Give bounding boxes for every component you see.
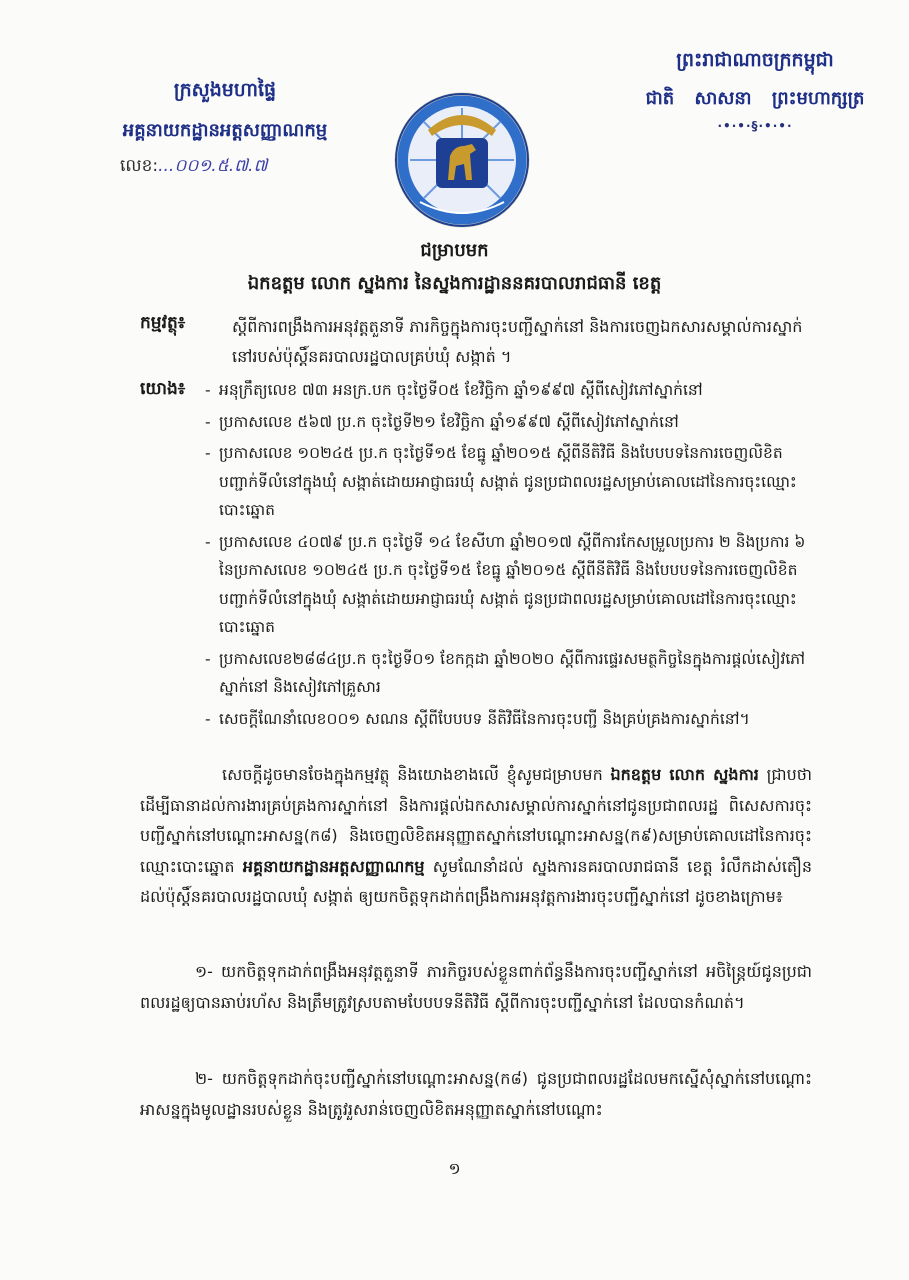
body-paragraph-item-1: ១- យកចិត្តទុកដាក់ពង្រឹងអនុវត្តតួនាទី ភារកិច្ចរបស់ខ្លួនពាក់ព័ន្ធនឹងការចុះបញ្ជីស្នាក់នៅ អចិន្ត្រៃយ៍ជូនប្រជាពលរដ្ឋឲ្យបានឆាប់រហ័ស និងត្រឹមត្រូវស្របតាមបែបបទនីតិវិធី ស្តីពីការចុះបញ្ជីស្នាក់នៅ ដែលបានកំណត់។ <box>140 962 812 1012</box>
addressee-emphasis: ឯកឧត្តម លោក ស្នងការ <box>610 765 759 784</box>
subject-label: កម្មវត្ថុ៖ <box>140 313 186 333</box>
reference-item: - សេចក្តីណែនាំលេខ០០១ សណន ស្តីពីបែបបទ នីតិវិធីនៃការចុះបញ្ជី និងគ្រប់គ្រងការស្នាក់នៅ។ <box>205 705 815 734</box>
reference-number-value: ...០០១.៥.៧.៧ <box>158 156 268 176</box>
reference-number <box>110 155 340 180</box>
department-name: អគ្គនាយកដ្ឋានអត្តសញ្ញាណកម្ម <box>122 120 328 141</box>
subject-text: ស្តីពីការពង្រឹងការអនុវត្តតួនាទី ភារកិច្ចក្នុងការចុះបញ្ជីស្នាក់នៅ និងការចេញឯកសារសម្គាល់ការស្នាក់នៅរបស់ប៉ុស្តិ៍នគរបាលរដ្ឋបាលគ្រប់ឃុំ សង្កាត់ ។ <box>232 317 803 366</box>
seal-graphic <box>392 90 532 230</box>
kingdom-header <box>630 48 880 133</box>
references-list <box>205 376 815 736</box>
intro-text: ជ្រាបថា ដើម្បីធានាដល់ការងារគ្រប់គ្រងការស្នាក់នៅ និងការផ្តល់ឯកសារសម្គាល់ការស្នាក់នៅជូនប្រជាពលរដ្ឋ ពិសេសការចុះបញ្ជីស្នាក់នៅបណ្តោះអាសន្ន(ក៨) និងចេញលិខិតអនុញ្ញាតស្នាក់នៅបណ្តោះអាសន្ន(ក៩)សម្រាប់គោលដៅនៃការចុះឈ្មោះបោះឆ្នោត <box>140 765 812 876</box>
body-paragraph-intro <box>140 760 812 913</box>
ornament-divider: ·•·•·§·•·•· <box>717 119 793 133</box>
addressee: ឯកឧត្តម លោក ស្នងការ នៃស្នងការដ្ឋាននគរបាលរាជធានី ខេត្ត <box>247 273 662 294</box>
salutation: ជម្រាបមក <box>420 240 489 261</box>
body-paragraph-item-2: ២- យកចិត្តទុកដាក់ចុះបញ្ជីស្នាក់នៅបណ្តោះអាសន្ន(ក៨) ជូនប្រជាពលរដ្ឋដែលមកស្នើសុំស្នាក់នៅបណ្តោះអាសន្នក្នុងមូលដ្ឋានរបស់ខ្លួន និងត្រូវរួសរាន់ចេញលិខិតអនុញ្ញាតស្នាក់នៅបណ្តោះ <box>140 1069 812 1119</box>
reference-number-label: លេខ: <box>120 156 159 176</box>
ministry-seal-icon <box>392 90 532 230</box>
reference-item: - ប្រកាសលេខ ៤០៧៩ ប្រ.ក ចុះថ្ងៃទី ១៤ ខែសីហា ឆ្នាំ២០១៧ ស្តីពីការកែសម្រួលប្រការ ២ និងប្រការ ៦ នៃប្រកាសលេខ ១០២៤៥ ប្រ.ក ចុះថ្ងៃទី១៥ ខែធ្នូ ឆ្នាំ២០១៥ ស្តីពីនីតិវិធី និងបែបបទនៃការចេញលិខិតបញ្ជាក់ទីលំនៅក្នុងឃុំ សង្កាត់ដោយអាជ្ញាធរឃុំ សង្កាត់ ជូនប្រជាពលរដ្ឋសម្រាប់គោលដៅនៃការចុះឈ្មោះបោះឆ្នោត <box>205 528 815 642</box>
references-label: យោង៖ <box>140 379 186 399</box>
addressee-block <box>0 238 909 298</box>
page-number: ១ <box>448 1159 461 1178</box>
ministry-name: ក្រសួងមហាផ្ទៃ <box>173 79 277 101</box>
reference-item: - ប្រកាសលេខ២៨៨៤ប្រ.ក ចុះថ្ងៃទី០១ ខែកក្កដា ឆ្នាំ២០២០ ស្តីពីការផ្ទេរសមត្ថកិច្ចនៃក្នុងការផ្តល់សៀវភៅស្នាក់នៅ និងសៀវភៅគ្រួសារ <box>205 645 815 702</box>
intro-text: សេចក្តីដូចមានចែងក្នុងកម្មវត្ថុ និងយោងខាងលើ ខ្ញុំសូមជម្រាបមក <box>222 765 611 784</box>
national-motto: ជាតិ សាសនា ព្រះមហាក្សត្រ <box>645 88 865 109</box>
kingdom-name: ព្រះរាជាណាចក្រកម្ពុជា <box>676 49 834 71</box>
reference-item: - ប្រកាសលេខ ៥៦៧ ប្រ.ក ចុះថ្ងៃទី២១ ខែវិច្ឆិកា ឆ្នាំ១៩៩៧ ស្តីពីសៀវភៅស្នាក់នៅ <box>205 408 815 437</box>
department-emphasis: អគ្គនាយកដ្ឋានអត្តសញ្ញាណកម្ម <box>242 856 425 876</box>
issuer-header <box>110 78 340 180</box>
reference-item: - អនុក្រឹត្យលេខ ៧៣ អនក្រ.បក ចុះថ្ងៃទី០៥ ខែវិច្ឆិកា ឆ្នាំ១៩៩៧ ស្តីពីសៀវភៅស្នាក់នៅ <box>205 376 815 405</box>
intro-text: សូមណែនាំដល់ ស្នងការនគរបាលរាជធានី ខេត្ត រំលឹកដាស់តឿនដល់ប៉ុស្តិ៍នគរបាលរដ្ឋបាលឃុំ សង្កាត់ ឲ្យយកចិត្តទុកដាក់ពង្រឹងការអនុវត្តការងារចុះបញ្ជីស្នាក់នៅ ដូចខាងក្រោម៖ <box>140 856 812 906</box>
reference-item: - ប្រកាសលេខ ១០២៤៥ ប្រ.ក ចុះថ្ងៃទី១៥ ខែធ្នូ ឆ្នាំ២០១៥ ស្តីពីនីតិវិធី និងបែបបទនៃការចេញលិខិតបញ្ជាក់ទីលំនៅក្នុងឃុំ សង្កាត់ដោយអាជ្ញាធរឃុំ សង្កាត់ ជូនប្រជាពលរដ្ឋសម្រាប់គោលដៅនៃការចុះឈ្មោះបោះឆ្នោត <box>205 439 815 525</box>
